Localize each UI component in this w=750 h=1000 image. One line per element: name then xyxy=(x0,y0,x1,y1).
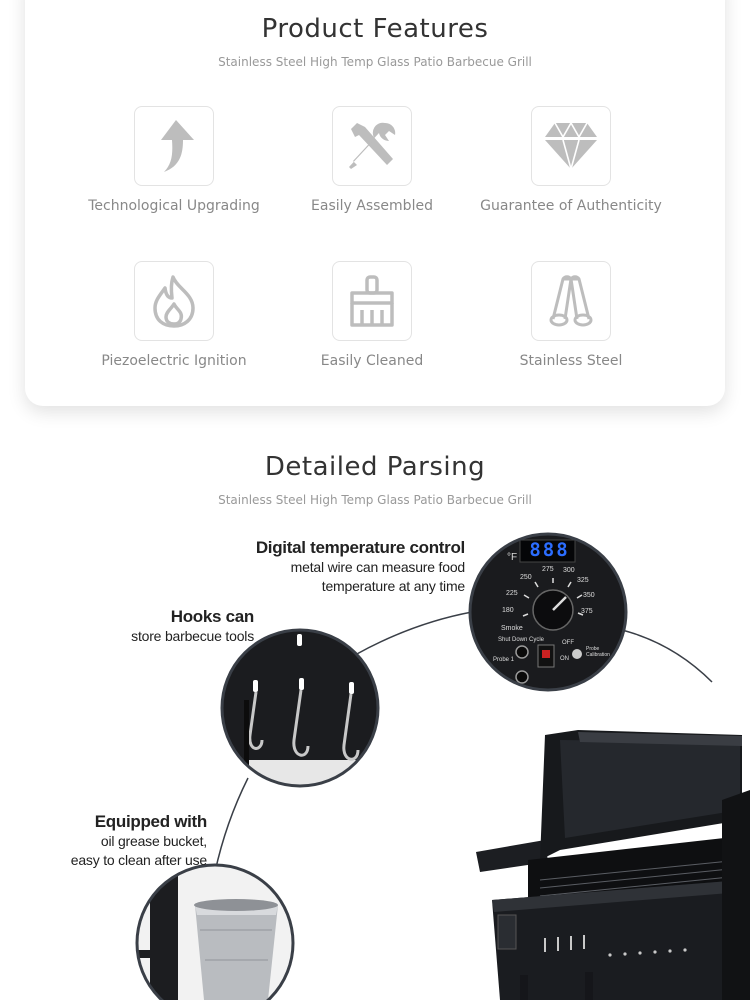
connector-line xyxy=(622,630,712,682)
dial-mark-275: 275 xyxy=(542,566,554,573)
on-label: ON xyxy=(560,656,569,662)
grill-image xyxy=(476,730,750,1000)
off-label: OFF xyxy=(562,640,574,646)
feature-label: Technological Upgrading xyxy=(88,198,260,214)
dial-mark-325: 325 xyxy=(577,577,589,584)
callout-text: temperature at any time xyxy=(321,578,465,594)
controller-display: 888 xyxy=(529,539,570,561)
callout-hooks xyxy=(131,607,254,646)
callout-text: oil grease bucket, xyxy=(100,833,207,849)
dial-mark-smoke: Smoke xyxy=(501,625,523,632)
feature-label: Guarantee of Authenticity xyxy=(480,198,662,214)
features-subtitle: Stainless Steel High Temp Glass Patio Barbecue Grill xyxy=(218,55,532,69)
probe-calibration-label: Probe Calibration xyxy=(586,646,610,658)
callout-temperature xyxy=(256,538,465,596)
feature-label: Easily Assembled xyxy=(311,198,433,214)
feature-label: Easily Cleaned xyxy=(320,353,424,369)
callout-text: store barbecue tools xyxy=(131,628,254,644)
callout-heading: Digital temperature control xyxy=(255,538,465,557)
parsing-subtitle: Stainless Steel High Temp Glass Patio Barbecue Grill xyxy=(218,493,532,507)
dial-mark-250: 250 xyxy=(520,574,532,581)
callout-text: easy to clean after use xyxy=(70,852,207,868)
dial-mark-300: 300 xyxy=(563,567,575,574)
callout-heading: Equipped with xyxy=(94,812,207,831)
dial-mark-350: 350 xyxy=(583,592,595,599)
bucket-closeup xyxy=(135,863,297,1000)
controller-unit: °F xyxy=(507,552,518,563)
feature-label: Piezoelectric Ignition xyxy=(101,353,247,369)
dial-mark-375: 375 xyxy=(581,608,593,615)
connector-line xyxy=(215,778,248,872)
dial-mark-180: 180 xyxy=(502,607,514,614)
dial-mark-225: 225 xyxy=(506,590,518,597)
callout-text: metal wire can measure food xyxy=(290,559,465,575)
callout-grease xyxy=(71,812,207,870)
callout-heading: Hooks can xyxy=(170,607,254,626)
connector-line xyxy=(355,612,472,655)
probe-label: Probe 1 xyxy=(493,657,515,663)
feature-label: Stainless Steel xyxy=(519,353,623,369)
parsing-title: Detailed Parsing xyxy=(264,452,486,482)
shutdown-label: Shut Down Cycle xyxy=(498,637,545,643)
features-title: Product Features xyxy=(261,14,489,44)
